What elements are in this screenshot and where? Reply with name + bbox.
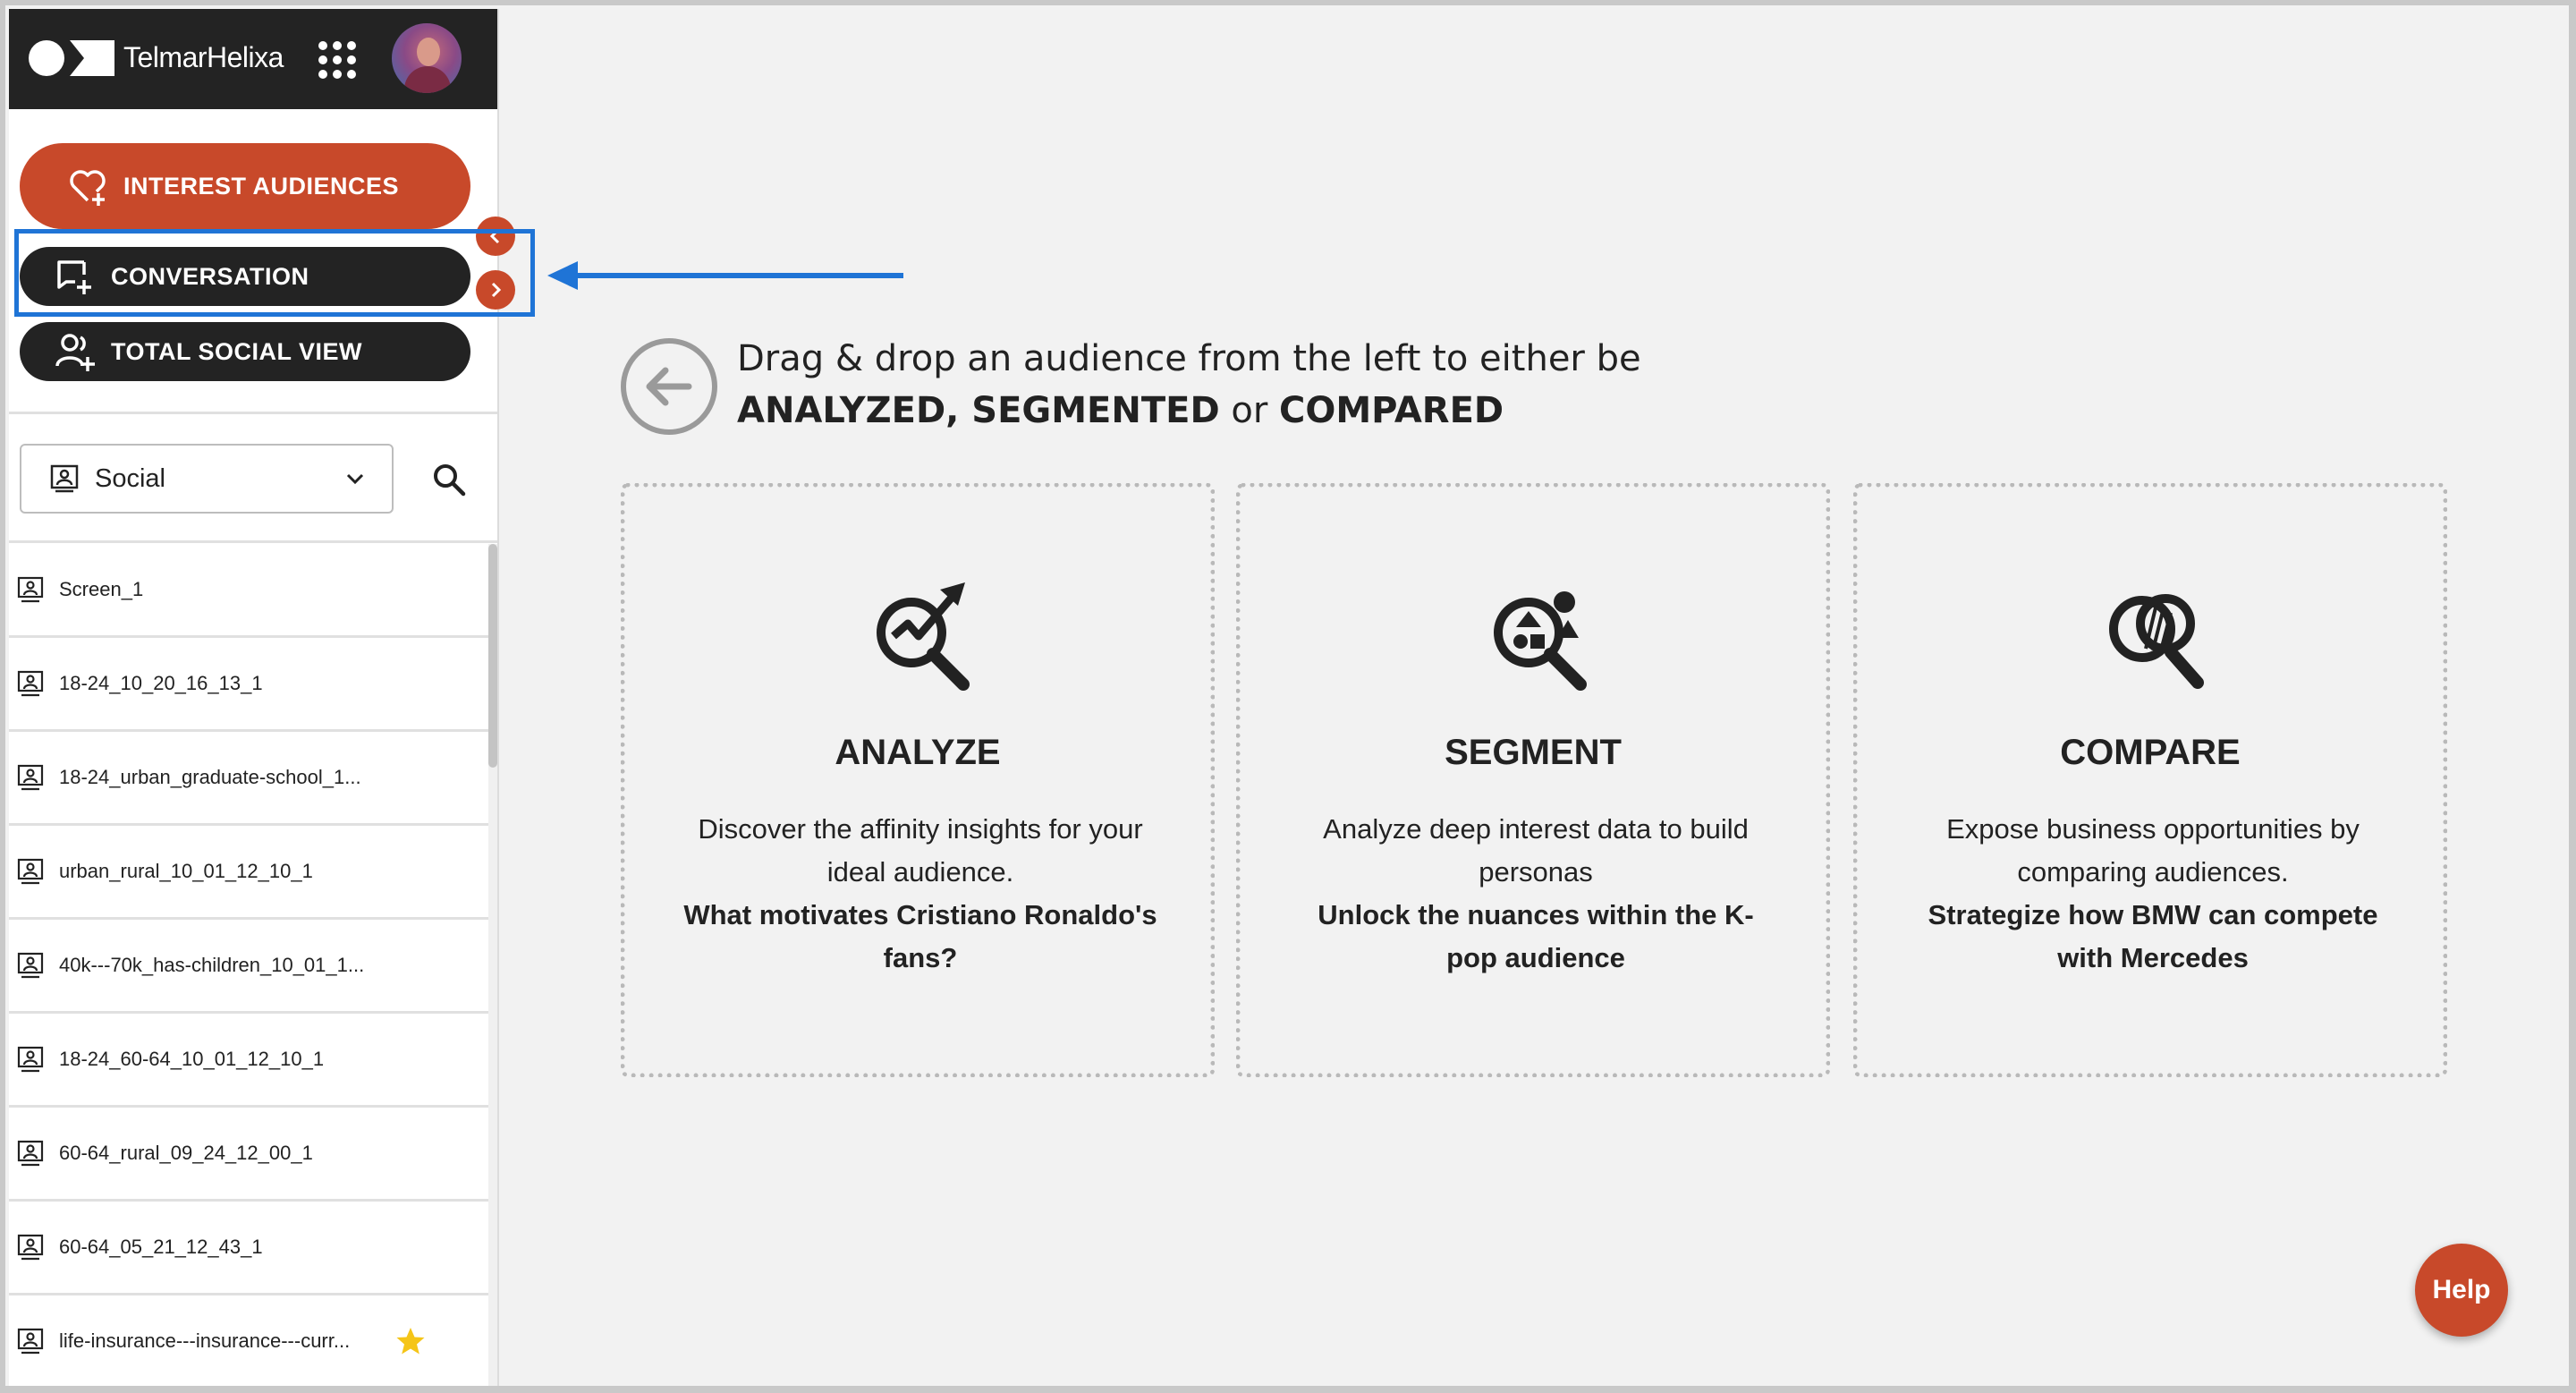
- audience-icon: [16, 1327, 45, 1355]
- sidebar-divider: [9, 412, 497, 414]
- compare-example: Strategize how BMW can compete with Mercedes: [1928, 899, 2378, 973]
- collapse-panel-button[interactable]: [476, 217, 515, 256]
- list-item[interactable]: [9, 826, 488, 920]
- audience-icon: [16, 1233, 45, 1261]
- total-social-view-button[interactable]: [20, 322, 470, 381]
- top-bar: [9, 9, 497, 109]
- analyze-drop-zone[interactable]: [621, 483, 1215, 1077]
- analyze-example: What motivates Cristiano Ronaldo's fans?: [683, 899, 1157, 973]
- arrow-left-circle-icon: [619, 336, 719, 437]
- audience-icon: [16, 857, 45, 886]
- compare-magnifier-icon: [2097, 577, 2212, 692]
- apps-grid-icon[interactable]: [315, 38, 360, 82]
- audience-name: Screen_1: [59, 578, 144, 600]
- list-item[interactable]: [9, 638, 488, 732]
- audience-icon: [16, 669, 45, 698]
- chat-plus-icon: [54, 255, 97, 298]
- audience-icon: [16, 1139, 45, 1168]
- sidebar-scrollbar[interactable]: [488, 544, 497, 1386]
- search-icon[interactable]: [431, 462, 467, 497]
- compared-label: COMPARED: [1279, 390, 1504, 431]
- compare-drop-zone[interactable]: [1853, 483, 2447, 1077]
- audience-name: 60-64_rural_09_24_12_00_1: [59, 1142, 313, 1164]
- segment-drop-zone[interactable]: [1236, 483, 1830, 1077]
- list-item[interactable]: [9, 920, 488, 1014]
- interest-audiences-button[interactable]: [20, 143, 470, 229]
- list-item[interactable]: [9, 732, 488, 826]
- chevron-down-icon: [342, 465, 369, 492]
- list-item[interactable]: [9, 1202, 488, 1295]
- avatar-face: [417, 38, 440, 66]
- audience-icon: [16, 575, 45, 604]
- annotation-arrow: [547, 258, 905, 293]
- heart-plus-icon: [66, 165, 109, 208]
- audience-type-selected: Social: [95, 463, 165, 493]
- compare-title: COMPARE: [2060, 733, 2241, 772]
- audience-icon: [48, 463, 80, 495]
- audience-name: urban_rural_10_01_12_10_1: [59, 860, 313, 882]
- star-icon[interactable]: [395, 1326, 426, 1356]
- list-item[interactable]: [9, 1108, 488, 1202]
- analyze-description: Discover the affinity insights for your ideal audience.: [698, 813, 1143, 888]
- audience-list: [9, 544, 488, 1386]
- segmented-label: SEGMENTED: [971, 390, 1220, 431]
- telmarhelixa-logo[interactable]: [29, 36, 118, 81]
- conversation-button[interactable]: [20, 247, 470, 306]
- brand-name: TelmarHelixa: [123, 41, 284, 73]
- list-item[interactable]: [9, 1295, 488, 1386]
- help-button[interactable]: Help: [2415, 1244, 2508, 1337]
- scrollbar-thumb[interactable]: [488, 544, 497, 768]
- audience-name: 60-64_05_21_12_43_1: [59, 1236, 263, 1258]
- segment-title: SEGMENT: [1445, 733, 1622, 772]
- instruction-line-1: Drag & drop an audience from the left to either be: [737, 338, 1641, 379]
- list-item[interactable]: [9, 1014, 488, 1108]
- avatar-shoulders: [404, 66, 451, 93]
- audience-icon: [16, 763, 45, 792]
- audience-name: 18-24_60-64_10_01_12_10_1: [59, 1048, 325, 1070]
- sidebar-divider: [9, 540, 497, 543]
- app-window: [5, 5, 2569, 1386]
- avatar[interactable]: [392, 23, 462, 93]
- audience-name: life-insurance---insurance---curr...: [59, 1329, 351, 1352]
- list-item[interactable]: [9, 544, 488, 638]
- sidebar: [9, 9, 499, 1386]
- total-social-view-label: TOTAL SOCIAL VIEW: [111, 337, 363, 365]
- chevron-left-icon: [486, 226, 505, 246]
- users-plus-icon: [54, 330, 97, 373]
- audience-icon: [16, 1045, 45, 1074]
- compare-description: Expose business opportunities by comparing audiences.: [1946, 813, 2360, 888]
- audience-type-select[interactable]: [20, 444, 394, 514]
- segment-magnifier-icon: [1480, 577, 1595, 692]
- analyze-title: ANALYZE: [835, 733, 1001, 772]
- segment-description: Analyze deep interest data to build personas: [1323, 813, 1749, 888]
- audience-name: 18-24_urban_graduate-school_1...: [59, 766, 361, 788]
- chevron-right-icon: [486, 280, 505, 300]
- analyzed-label: ANALYZED,: [737, 390, 972, 431]
- interest-audiences-label: INTEREST AUDIENCES: [123, 172, 400, 200]
- conversation-label: CONVERSATION: [111, 262, 309, 290]
- or-label: or: [1219, 390, 1280, 431]
- audience-icon: [16, 951, 45, 980]
- audience-name: 18-24_10_20_16_13_1: [59, 672, 263, 694]
- instruction-line-2: [737, 390, 1504, 431]
- expand-panel-button[interactable]: [476, 270, 515, 310]
- audience-name: 40k---70k_has-children_10_01_1...: [59, 954, 365, 976]
- analyze-magnifier-icon: [865, 577, 979, 692]
- segment-example: Unlock the nuances within the K-pop audience: [1318, 899, 1754, 973]
